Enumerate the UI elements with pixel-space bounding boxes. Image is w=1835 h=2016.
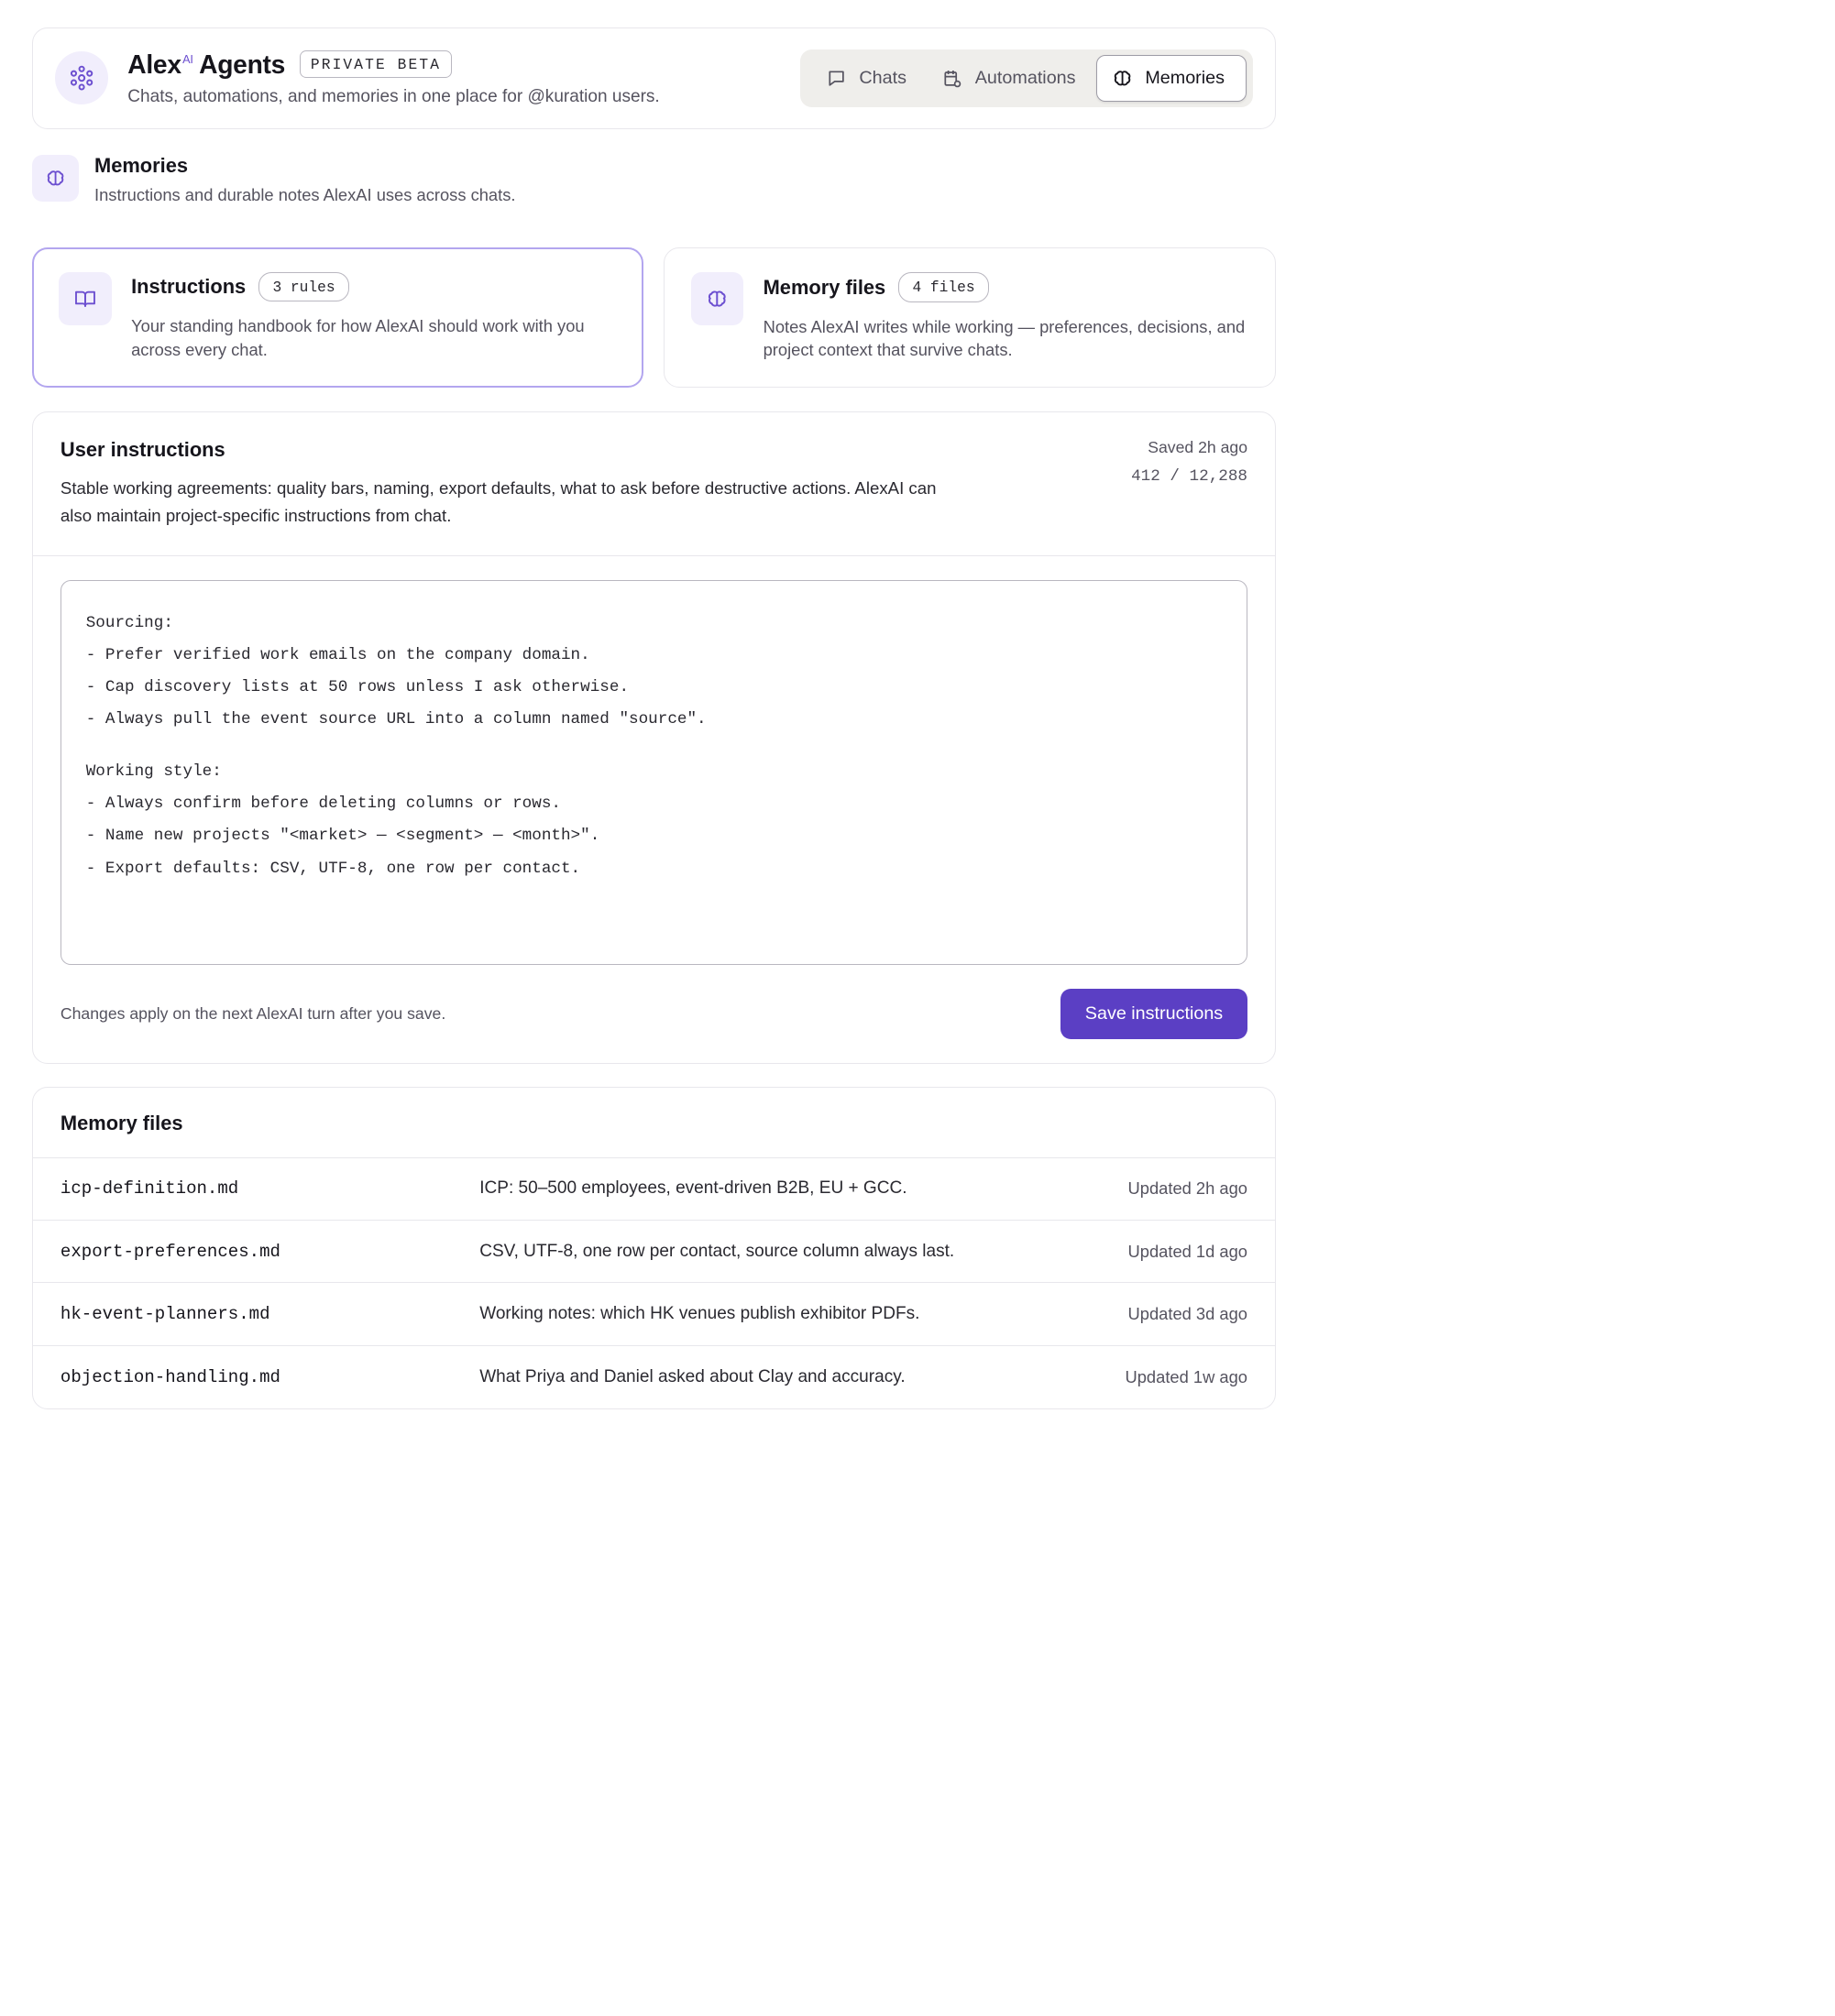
memory-type-selector bbox=[32, 247, 1275, 389]
memory-files-card-icon bbox=[691, 272, 744, 325]
app-subtitle: Chats, automations, and memories in one place for @kuration users. bbox=[127, 87, 660, 107]
user-instructions-title: User instructions bbox=[60, 437, 225, 461]
brand bbox=[127, 49, 659, 107]
save-instructions-button[interactable]: Save instructions bbox=[1060, 989, 1247, 1039]
main-tabs bbox=[800, 49, 1253, 108]
chat-bubble-icon bbox=[827, 69, 846, 88]
file-updated: Updated 2h ago bbox=[1127, 1178, 1247, 1199]
file-name: export-preferences.md bbox=[60, 1241, 280, 1262]
files-count-badge: 4 files bbox=[898, 272, 988, 301]
memory-files-title: Memory files bbox=[60, 1111, 183, 1134]
memory-file-row[interactable] bbox=[33, 1158, 1274, 1221]
instructions-card-icon bbox=[59, 272, 112, 325]
memory-file-row[interactable] bbox=[33, 1346, 1274, 1408]
page-subtitle: Instructions and durable notes AlexAI uses across chats. bbox=[94, 185, 516, 205]
instructions-editor[interactable] bbox=[60, 580, 1247, 964]
editor-line: Working style: bbox=[85, 761, 222, 781]
app-title: Alex$^{AI}$ Agents bbox=[127, 49, 286, 79]
editor-line: - Always pull the event source URL into a column named "source". bbox=[85, 710, 707, 729]
save-hint: Changes apply on the next AlexAI turn after you save. bbox=[60, 1004, 446, 1024]
calendar-clock-icon bbox=[942, 69, 961, 88]
editor-blank-line bbox=[86, 737, 1222, 756]
file-name: hk-event-planners.md bbox=[60, 1304, 270, 1325]
brain-icon bbox=[1113, 69, 1132, 88]
saved-status: Saved 2h ago bbox=[1148, 437, 1247, 456]
editor-line: - Always confirm before deleting columns or rows. bbox=[85, 794, 561, 814]
user-instructions-header bbox=[33, 412, 1274, 556]
app-header bbox=[32, 27, 1275, 130]
rules-count-badge: 3 rules bbox=[258, 272, 348, 301]
instructions-card[interactable] bbox=[32, 247, 643, 389]
memory-file-row[interactable] bbox=[33, 1283, 1274, 1345]
agents-network-icon bbox=[69, 65, 94, 91]
editor-line: - Name new projects "<market> — <segment> — <month>". bbox=[85, 827, 600, 846]
file-description: What Priya and Daniel asked about Clay and accuracy. bbox=[479, 1367, 906, 1387]
character-count: 412 / 12,288 bbox=[1131, 467, 1247, 487]
memory-files-card-title: Memory files bbox=[763, 275, 886, 299]
brain-icon bbox=[707, 289, 728, 310]
page-title: Memories bbox=[94, 153, 189, 177]
editor-line: Sourcing: bbox=[85, 613, 173, 632]
logo bbox=[55, 51, 108, 104]
editor-line: - Export defaults: CSV, UTF-8, one row per contact. bbox=[85, 859, 581, 878]
editor-line: - Cap discovery lists at 50 rows unless I ask otherwise. bbox=[85, 678, 630, 697]
memory-files-panel bbox=[32, 1087, 1275, 1409]
tab-chats[interactable]: Chats bbox=[811, 55, 927, 102]
file-description: CSV, UTF-8, one row per contact, source column always last. bbox=[479, 1241, 955, 1261]
file-updated: Updated 1d ago bbox=[1127, 1241, 1247, 1261]
section-icon bbox=[32, 155, 79, 202]
file-updated: Updated 3d ago bbox=[1127, 1304, 1247, 1324]
file-name: icp-definition.md bbox=[60, 1178, 239, 1200]
brain-icon bbox=[46, 169, 65, 188]
main-content bbox=[32, 27, 1275, 1410]
user-instructions-panel bbox=[32, 411, 1275, 1064]
file-description: Working notes: which HK venues publish exhibitor PDFs. bbox=[479, 1304, 920, 1324]
tab-automations[interactable]: Automations bbox=[928, 55, 1097, 102]
file-description: ICP: 50–500 employees, event-driven B2B, EU + GCC. bbox=[479, 1178, 907, 1199]
editor-line: - Prefer verified work emails on the company domain. bbox=[85, 645, 590, 664]
memory-files-list bbox=[33, 1158, 1274, 1409]
memory-files-card[interactable] bbox=[664, 247, 1275, 389]
memory-file-row[interactable] bbox=[33, 1221, 1274, 1283]
instructions-card-description: Your standing handbook for how AlexAI should work with you across every chat. bbox=[131, 316, 585, 359]
memory-files-card-description: Notes AlexAI writes while working — preferences, decisions, and project context that survive chats. bbox=[763, 316, 1246, 360]
instructions-card-title: Instructions bbox=[131, 275, 247, 299]
beta-badge: PRIVATE BETA bbox=[300, 50, 453, 77]
tab-memories[interactable]: Memories bbox=[1096, 55, 1246, 102]
book-open-icon bbox=[74, 288, 96, 310]
file-name: objection-handling.md bbox=[60, 1367, 280, 1388]
user-instructions-description: Stable working agreements: quality bars, naming, export defaults, what to ask before destructive actions. AlexAI can also maintain project-specific instructions from chat. bbox=[60, 478, 937, 525]
file-updated: Updated 1w ago bbox=[1125, 1367, 1247, 1387]
section-header bbox=[32, 154, 1275, 205]
